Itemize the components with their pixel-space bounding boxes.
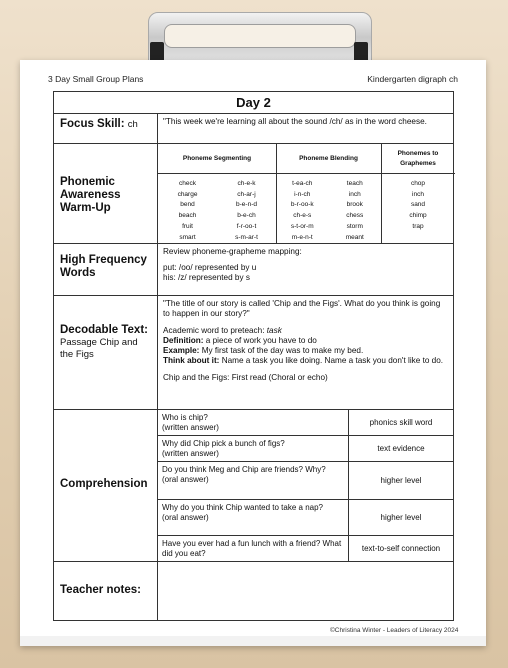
col-graphemes: Phonemes to Graphemes xyxy=(381,144,455,174)
question-text: Why do you think Chip wanted to take a nap? xyxy=(162,503,323,512)
split: s-m-ar-t xyxy=(235,233,258,241)
notes-area[interactable] xyxy=(158,562,453,620)
question-tag: higher level xyxy=(348,462,453,500)
question-cell xyxy=(158,500,348,536)
grapheme-word: chimp xyxy=(409,212,427,220)
clip-opening xyxy=(164,24,356,48)
word: meant xyxy=(345,233,364,241)
word: inch xyxy=(348,190,361,198)
question-note: (written answer) xyxy=(162,449,219,458)
phonemic-grid xyxy=(158,144,453,243)
graphemes-list xyxy=(381,174,455,243)
header-left: 3 Day Small Group Plans xyxy=(48,74,144,84)
word: bend xyxy=(180,201,195,209)
word: brook xyxy=(346,201,363,209)
comprehension-row xyxy=(54,410,453,562)
comprehension-grid xyxy=(158,410,453,561)
segmenting-row xyxy=(158,233,276,244)
day-title: Day 2 xyxy=(236,95,271,110)
notes-row xyxy=(54,562,453,620)
word: charge xyxy=(177,190,198,198)
academic-word: task xyxy=(266,326,282,335)
notes-label: Teacher notes: xyxy=(54,562,158,620)
col-blending: Phoneme Blending xyxy=(276,144,381,174)
definition-label: Definition: xyxy=(163,336,204,345)
hfw-content xyxy=(158,244,453,295)
word: fruit xyxy=(182,222,193,230)
question-note: (oral answer) xyxy=(162,513,209,522)
focus-skill-text: "This week we're learning all about the sound /ch/ as in the word cheese. xyxy=(163,117,427,126)
grapheme-word: trap xyxy=(412,222,424,230)
word: beach xyxy=(178,212,197,220)
think-label: Think about it: xyxy=(163,356,220,365)
definition-line xyxy=(163,336,448,346)
decodable-intro: "The title of our story is called 'Chip and the Figs'. What do you think is going to happen in our story?" xyxy=(163,299,441,318)
hfw-label: High Frequency Words xyxy=(54,244,158,295)
academic-line xyxy=(163,326,448,336)
split: b-e-ch xyxy=(237,212,256,220)
decodable-sub: Passage Chip and the Figs xyxy=(60,337,138,360)
segmenting-row xyxy=(158,179,276,190)
split: b-r-oo-k xyxy=(290,201,314,209)
blending-row xyxy=(276,233,381,244)
word: check xyxy=(179,180,196,187)
decodable-content xyxy=(158,296,453,409)
decodable-label: Decodable Text: xyxy=(60,324,148,336)
split: ch-e-k xyxy=(237,180,256,187)
phonemic-label: Phonemic Awareness Warm-Up xyxy=(54,144,158,243)
question-cell xyxy=(158,536,348,562)
word: smart xyxy=(179,233,196,241)
header-right: Kindergarten digraph ch xyxy=(367,74,458,84)
word: storm xyxy=(346,222,363,230)
think-line xyxy=(163,356,448,366)
segmenting-row xyxy=(158,200,276,211)
segmenting-row xyxy=(158,222,276,233)
example-label: Example: xyxy=(163,346,200,355)
question-note: (oral answer) xyxy=(162,475,209,484)
question-tag: phonics skill word xyxy=(348,410,453,436)
question-text: Why did Chip pick a bunch of figs? xyxy=(162,439,285,448)
question-text: Do you think Meg and Chip are friends? Why? xyxy=(162,465,326,474)
hfw-line: put: /oo/ represented by u xyxy=(163,263,257,272)
grapheme-word: chop xyxy=(410,180,426,187)
think-text: Name a task you like doing. Name a task you don't like to do. xyxy=(221,356,444,365)
question-text: Have you ever had a fun lunch with a friend? What did you eat? xyxy=(162,539,342,558)
hfw-line: his: /z/ represented by s xyxy=(163,273,250,282)
split: f-r-oo-t xyxy=(236,222,257,230)
focus-skill-label-cell xyxy=(54,114,158,143)
blending-row xyxy=(276,200,381,211)
blending-row xyxy=(276,179,381,190)
split: t-ea-ch xyxy=(292,180,313,187)
comprehension-label: Comprehension xyxy=(54,410,158,561)
question-cell xyxy=(158,436,348,462)
blending-row xyxy=(276,190,381,201)
segmenting-list xyxy=(158,174,276,243)
split: ch-e-s xyxy=(293,212,312,220)
focus-skill-row xyxy=(54,114,453,144)
split: s-t-or-m xyxy=(290,222,314,230)
blending-list xyxy=(276,174,381,243)
focus-skill-label: Focus Skill: xyxy=(60,118,125,130)
segmenting-row xyxy=(158,211,276,222)
split: b-e-n-d xyxy=(236,201,257,209)
word: chess xyxy=(346,212,364,220)
question-note: (written answer) xyxy=(162,423,219,432)
question-text: Who is chip? xyxy=(162,413,208,422)
copyright: ©Christina Winter - Leaders of Literacy 2024 xyxy=(330,627,459,634)
question-tag: text-to-self connection xyxy=(348,536,453,562)
question-tag: text evidence xyxy=(348,436,453,462)
col-segmenting: Phoneme Segmenting xyxy=(158,144,276,174)
hfw-intro: Review phoneme-grapheme mapping: xyxy=(163,247,302,256)
paper-bottom xyxy=(20,636,486,646)
day-title-row xyxy=(54,92,453,114)
example-line xyxy=(163,346,448,356)
focus-skill-value: ch xyxy=(127,119,138,130)
grapheme-word: inch xyxy=(412,190,424,198)
blending-row xyxy=(276,222,381,233)
definition-text: a piece of work you have to do xyxy=(205,336,317,345)
split: ch-ar-j xyxy=(237,190,256,198)
blending-row xyxy=(276,211,381,222)
grapheme-word: sand xyxy=(410,201,426,209)
sheet-header xyxy=(48,74,458,84)
question-cell xyxy=(158,462,348,500)
first-read: Chip and the Figs: First read (Choral or echo) xyxy=(163,373,328,382)
segmenting-row xyxy=(158,190,276,201)
lesson-plan-table xyxy=(53,91,454,621)
split: i-n-ch xyxy=(294,190,311,198)
example-text: My first task of the day was to make my bed. xyxy=(201,346,364,355)
word: teach xyxy=(346,180,363,187)
question-cell xyxy=(158,410,348,436)
phonemic-row xyxy=(54,144,453,244)
hfw-row xyxy=(54,244,453,296)
decodable-row xyxy=(54,296,453,410)
decodable-label-cell xyxy=(54,296,158,409)
academic-label: Academic word to preteach: xyxy=(163,326,265,335)
question-tag: higher level xyxy=(348,500,453,536)
split: m-e-n-t xyxy=(291,233,313,241)
